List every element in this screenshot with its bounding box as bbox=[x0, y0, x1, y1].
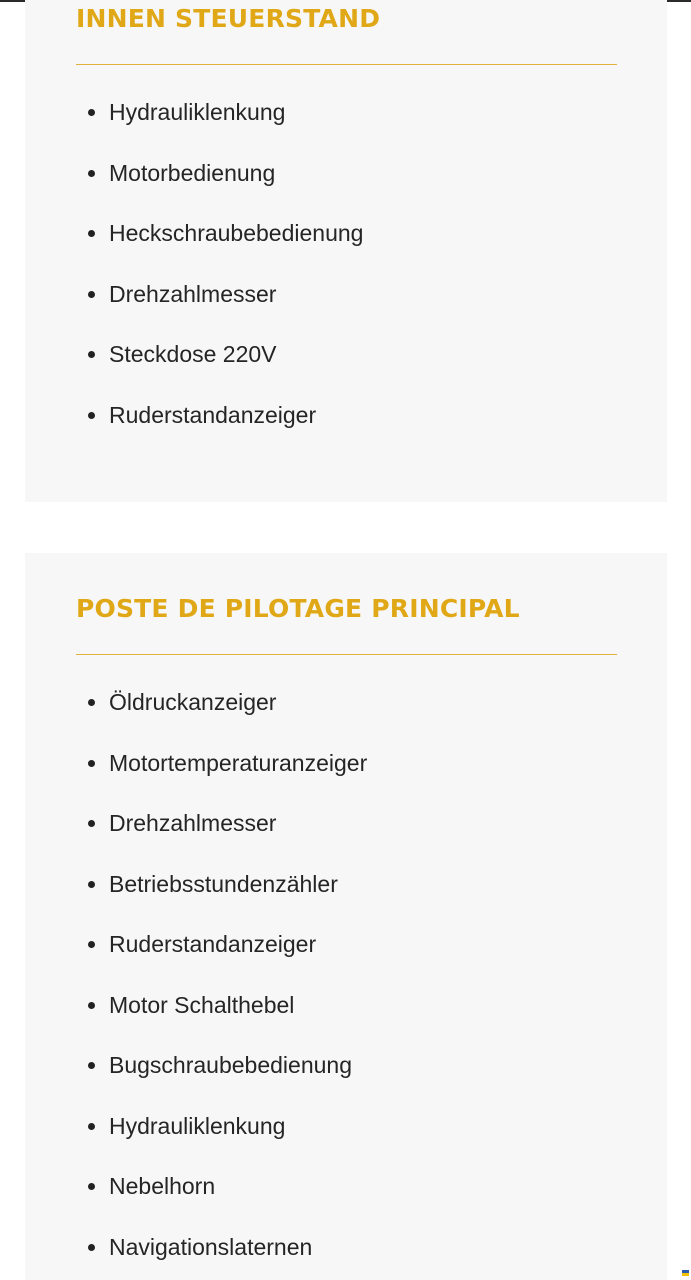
bullet-dot-icon bbox=[88, 1002, 95, 1009]
list-item bbox=[25, 793, 585, 854]
section-divider bbox=[76, 64, 617, 65]
bullet-dot-icon bbox=[88, 760, 95, 767]
list-item bbox=[25, 143, 585, 204]
list-item-label: Bugschraubebedienung bbox=[109, 1052, 352, 1078]
bullet-dot-icon bbox=[88, 412, 95, 419]
bullet-dot-icon bbox=[88, 1244, 95, 1251]
list-item-label: Motor Schalthebel bbox=[109, 991, 295, 1018]
list-item bbox=[25, 1035, 585, 1096]
list-item-label: Motorbedienung bbox=[109, 159, 276, 186]
bullet-dot-icon bbox=[88, 351, 95, 358]
bullet-dot-icon bbox=[88, 881, 95, 888]
list-item bbox=[25, 975, 585, 1036]
list-item-label: Nebelhorn bbox=[109, 1173, 216, 1199]
list-item-label: Steckdose 220V bbox=[109, 341, 277, 367]
bullet-dot-icon bbox=[88, 291, 95, 298]
list-item bbox=[25, 1096, 585, 1157]
list-item-label: Hydrauliklenkung bbox=[109, 99, 286, 125]
bullet-dot-icon bbox=[88, 1123, 95, 1130]
bullet-dot-icon bbox=[88, 230, 95, 237]
list-item-label: Drehzahlmesser bbox=[109, 280, 277, 307]
list-item bbox=[25, 672, 585, 733]
bullet-dot-icon bbox=[88, 170, 95, 177]
list-item bbox=[25, 203, 585, 264]
section-poste-de-pilotage bbox=[25, 553, 667, 1280]
list-item-label: Heckschraubebedienung bbox=[109, 220, 364, 246]
list-item-label: Ruderstandanzeiger bbox=[109, 401, 317, 428]
list-item bbox=[25, 385, 585, 446]
list-item-label: Öldruckanzeiger bbox=[109, 689, 277, 715]
list-item-label: Motortemperaturanzeiger bbox=[109, 749, 368, 776]
list-item-label: Drehzahlmesser bbox=[109, 810, 277, 836]
list-item bbox=[25, 914, 585, 975]
list-item bbox=[25, 1156, 585, 1217]
section-title: INNEN STEUERSTAND bbox=[76, 4, 381, 33]
list-item-label: Betriebsstundenzähler bbox=[109, 870, 338, 897]
list-item-label: Navigationslaternen bbox=[109, 1233, 313, 1260]
section-title: POSTE DE PILOTAGE PRINCIPAL bbox=[76, 594, 520, 623]
list-item bbox=[25, 1217, 585, 1278]
list-item bbox=[25, 324, 585, 385]
list-item bbox=[25, 854, 585, 915]
section-divider bbox=[76, 654, 617, 655]
list-item bbox=[25, 733, 585, 794]
flag-icon bbox=[682, 1270, 689, 1276]
list-item-label: Hydrauliklenkung bbox=[109, 1112, 286, 1139]
bullet-dot-icon bbox=[88, 1062, 95, 1069]
list-item-label: Ruderstandanzeiger bbox=[109, 931, 317, 957]
section-innen-steuerstand bbox=[25, 0, 667, 502]
bullet-dot-icon bbox=[88, 109, 95, 116]
bullet-dot-icon bbox=[88, 699, 95, 706]
feature-list bbox=[25, 672, 585, 1277]
bullet-dot-icon bbox=[88, 820, 95, 827]
bullet-dot-icon bbox=[88, 941, 95, 948]
feature-list bbox=[25, 82, 585, 445]
list-item bbox=[25, 82, 585, 143]
list-item bbox=[25, 264, 585, 325]
bullet-dot-icon bbox=[88, 1183, 95, 1190]
